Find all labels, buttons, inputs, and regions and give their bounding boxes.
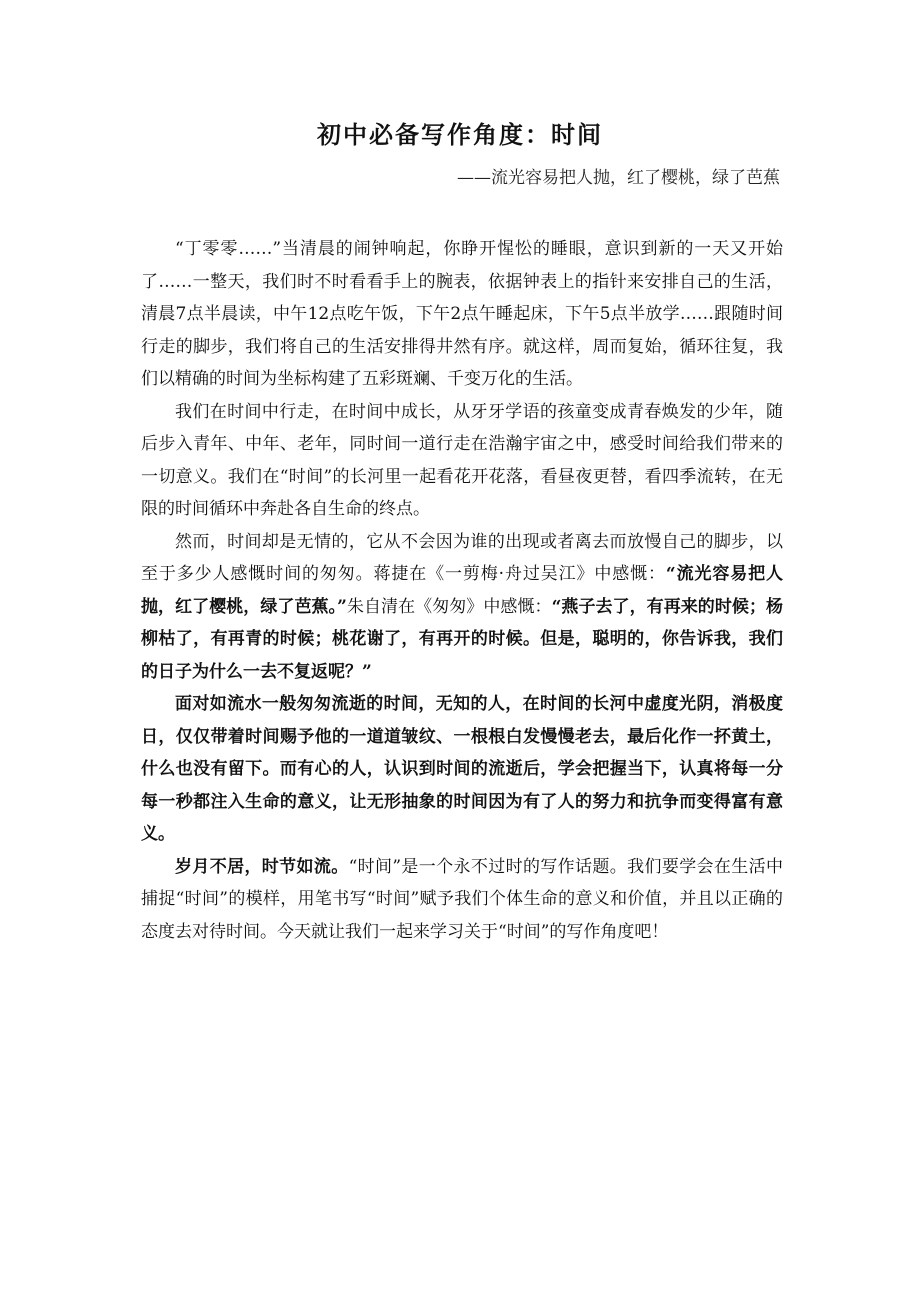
document-title: 初中必备写作角度：时间 xyxy=(317,120,603,149)
paragraph-3-intro: 然而，时间却是无情的，它从不会因为谁的出现或者离去而放慢自己的脚步，以至于多少人感慨时间的匆匆。蒋捷在《一剪梅·舟过吴江》中感慨： xyxy=(141,531,783,584)
document-subtitle: ——流光容易把人抛，红了樱桃，绿了芭蕉 xyxy=(457,168,780,188)
paragraph-5-rest: “时间”是一个永不过时的写作话题。我们要学会在生活中捕捉“时间”的模样，用笔书写“时间”赋予我们个体生命的意义和价值，并且以正确的态度去对待时间。今天就让我们一起来学习关于“时间”的写作角度吧！ xyxy=(141,856,783,942)
paragraph-3-mid: 朱自清在《匆匆》中感慨： xyxy=(346,596,552,617)
paragraph-4: 面对如流水一般匆匆流逝的时间，无知的人，在时间的长河中虚度光阴，消极度日，仅仅带着时间赐予他的一道道皱纹、一根根白发慢慢老去，最后化作一抔黄土，什么也没有留下。而有心的人，认识到时间的流逝后，学会把握当下，认真将每一分每一秒都注入生命的意义，让无形抽象的时间因为有了人的努力和抗争而变得富有意义。 xyxy=(141,694,783,844)
paragraph-5-lead: 岁月不居，时节如流。 xyxy=(175,856,349,877)
document-body xyxy=(141,233,783,948)
quote-zhu-ziqing: “燕子去了，有再来的时候；杨柳枯了，有再青的时候；桃花谢了，有再开的时候。但是，聪明的，你告诉我，我们的日子为什么一去不复返呢？” xyxy=(141,596,784,682)
quote-jiang-jie: “流光容易把人抛，红了樱桃，绿了芭蕉。” xyxy=(141,564,784,617)
paragraph-2: 我们在时间中行走，在时间中成长，从牙牙学语的孩童变成青春焕发的少年，随后步入青年、中年、老年，同时间一道行走在浩瀚宇宙之中，感受时间给我们带来的一切意义。我们在“时间”的长河里一起看花开花落，看昼夜更替，看四季流转，在无限的时间循环中奔赴各自生命的终点。 xyxy=(141,401,783,519)
paragraph-1: “丁零零……”当清晨的闹钟响起，你睁开惺忪的睡眼，意识到新的一天又开始了……一整天，我们时不时看看手上的腕表，依据钟表上的指针来安排自己的生活，清晨7点半晨读，中午12点吃午饭，下午2点午睡起床，下午5点半放学……跟随时间行走的脚步，我们将自己的生活安排得井然有序。就这样，周而复始，循环往复，我们以精确的时间为坐标构建了五彩斑斓、千变万化的生活。 xyxy=(141,239,783,389)
paragraph-5 xyxy=(141,851,783,949)
paragraph-3 xyxy=(141,526,783,689)
